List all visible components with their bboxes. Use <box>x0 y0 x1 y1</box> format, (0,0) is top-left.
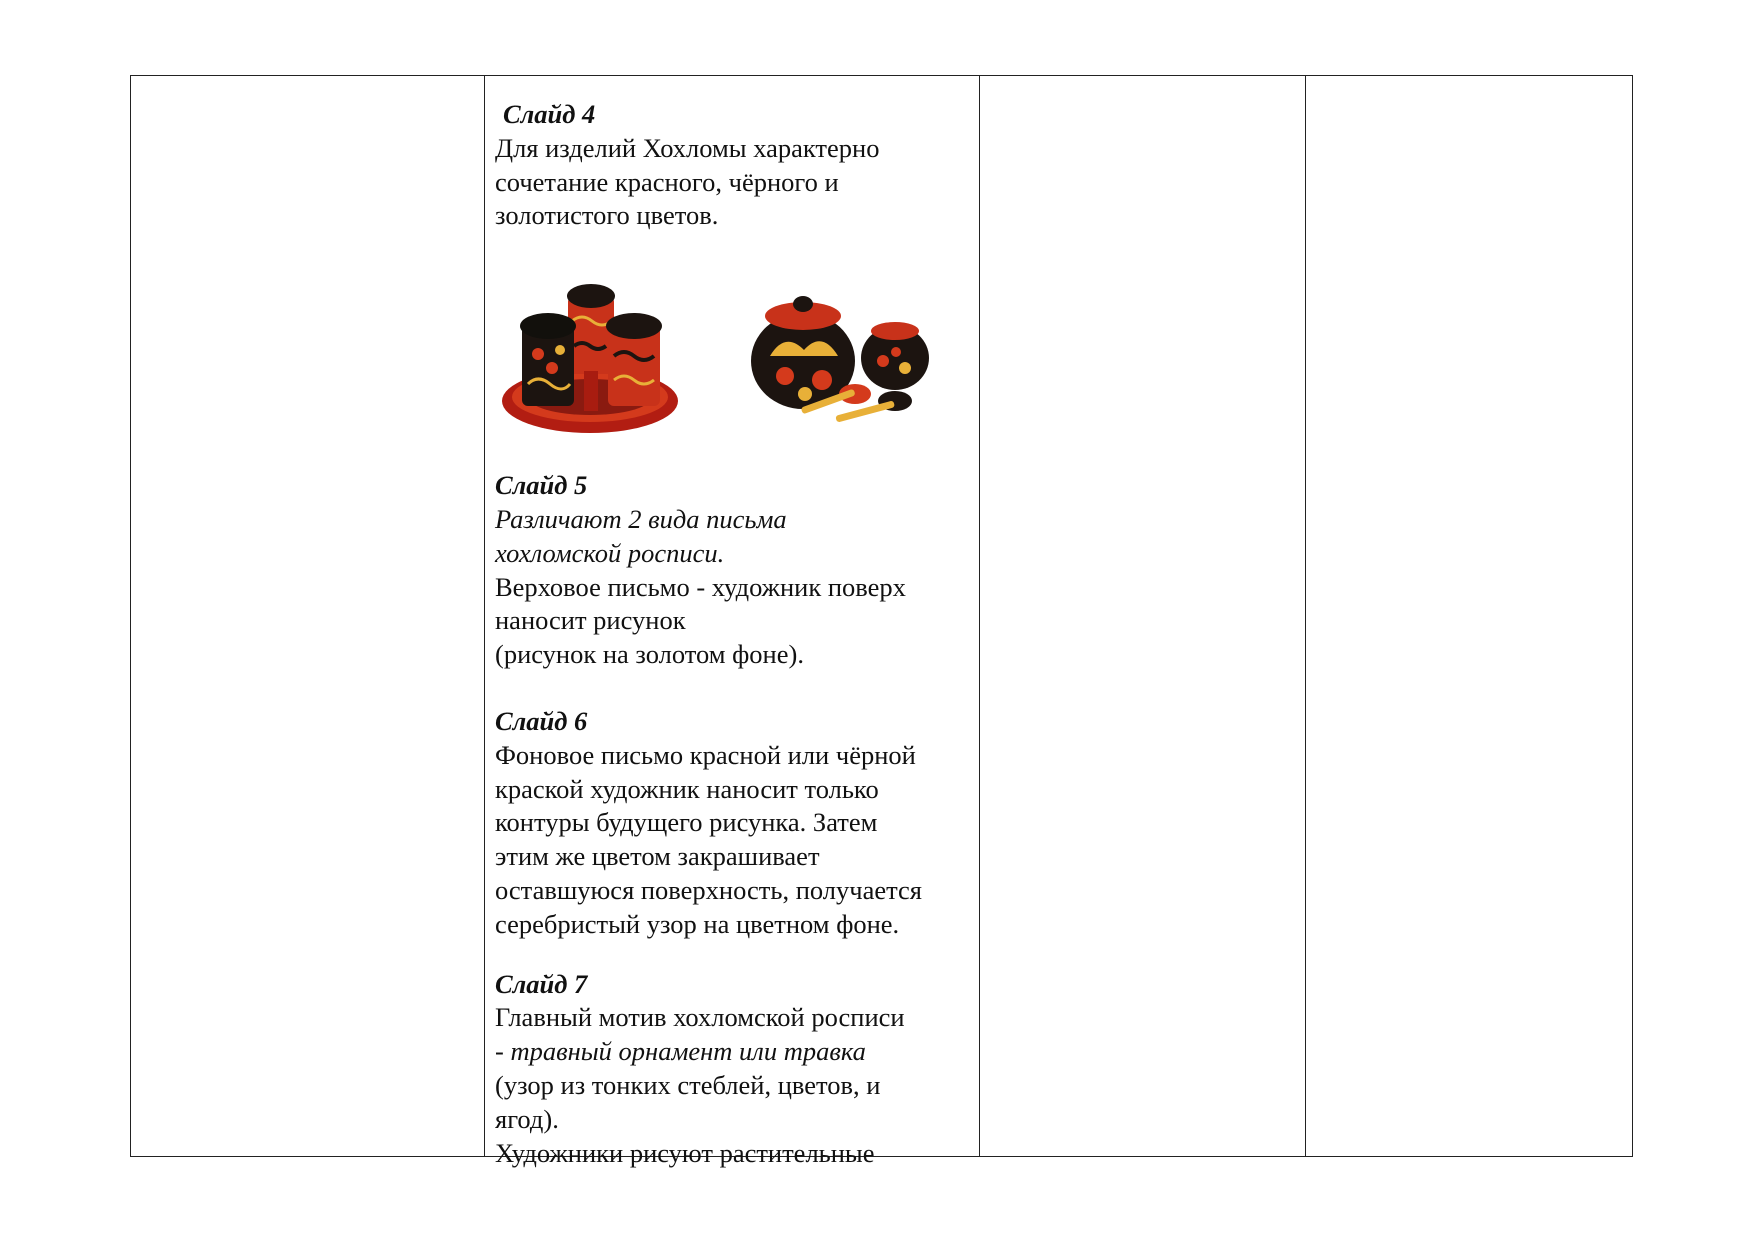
slide5-line: (рисунок на золотом фоне). <box>495 639 804 670</box>
khokhloma-bowls-image <box>751 296 929 423</box>
column-divider-3 <box>1305 76 1306 1156</box>
slide5-italic-line: Различают 2 вида письма <box>495 503 787 534</box>
slide6-line: краской художник наносит только <box>495 773 879 804</box>
khokhloma-set-image <box>502 284 678 433</box>
slide7-line: Главный мотив хохломской росписи <box>495 1002 905 1033</box>
slide4-line: Для изделий Хохломы характерно <box>495 132 880 163</box>
slide7-title: Слайд 7 <box>495 968 588 999</box>
slide7-line: ягод). <box>495 1103 559 1134</box>
slide5-line: Верховое письмо - художник поверх <box>495 571 906 602</box>
slide4-line: сочетание красного, чёрного и <box>495 166 839 197</box>
slide7-line <box>495 1035 975 1069</box>
slide6-line: оставшуюся поверхность, получается <box>495 874 922 905</box>
slide4-title: Слайд 4 <box>503 99 596 129</box>
column-divider-1 <box>484 76 485 1156</box>
slide5-title: Слайд 5 <box>495 470 588 501</box>
slide7-line: (узор из тонких стеблей, цветов, и <box>495 1069 881 1100</box>
slide4-line: золотистого цветов. <box>495 200 719 231</box>
slide6-line: серебристый узор на цветном фоне. <box>495 908 900 939</box>
slide6-title: Слайд 6 <box>495 705 588 736</box>
slide6-line: этим же цветом закрашивает <box>495 841 820 872</box>
slide5-line: наносит рисунок <box>495 605 686 636</box>
slide5-italic-line: хохломской росписи. <box>495 537 725 568</box>
lesson-content-cell <box>495 98 975 1170</box>
slide7-dash: - <box>495 1036 511 1067</box>
column-divider-2 <box>979 76 980 1156</box>
slide7-italic-term: травный орнамент или травка <box>510 1036 866 1067</box>
slide7-line: Художники рисуют растительные <box>495 1137 875 1168</box>
spacer <box>495 942 975 968</box>
khokhloma-images <box>500 276 960 446</box>
slide6-line: Фоновое письмо красной или чёрной <box>495 739 916 770</box>
spacer <box>495 672 975 705</box>
slide6-line: контуры будущего рисунка. Затем <box>495 807 878 838</box>
